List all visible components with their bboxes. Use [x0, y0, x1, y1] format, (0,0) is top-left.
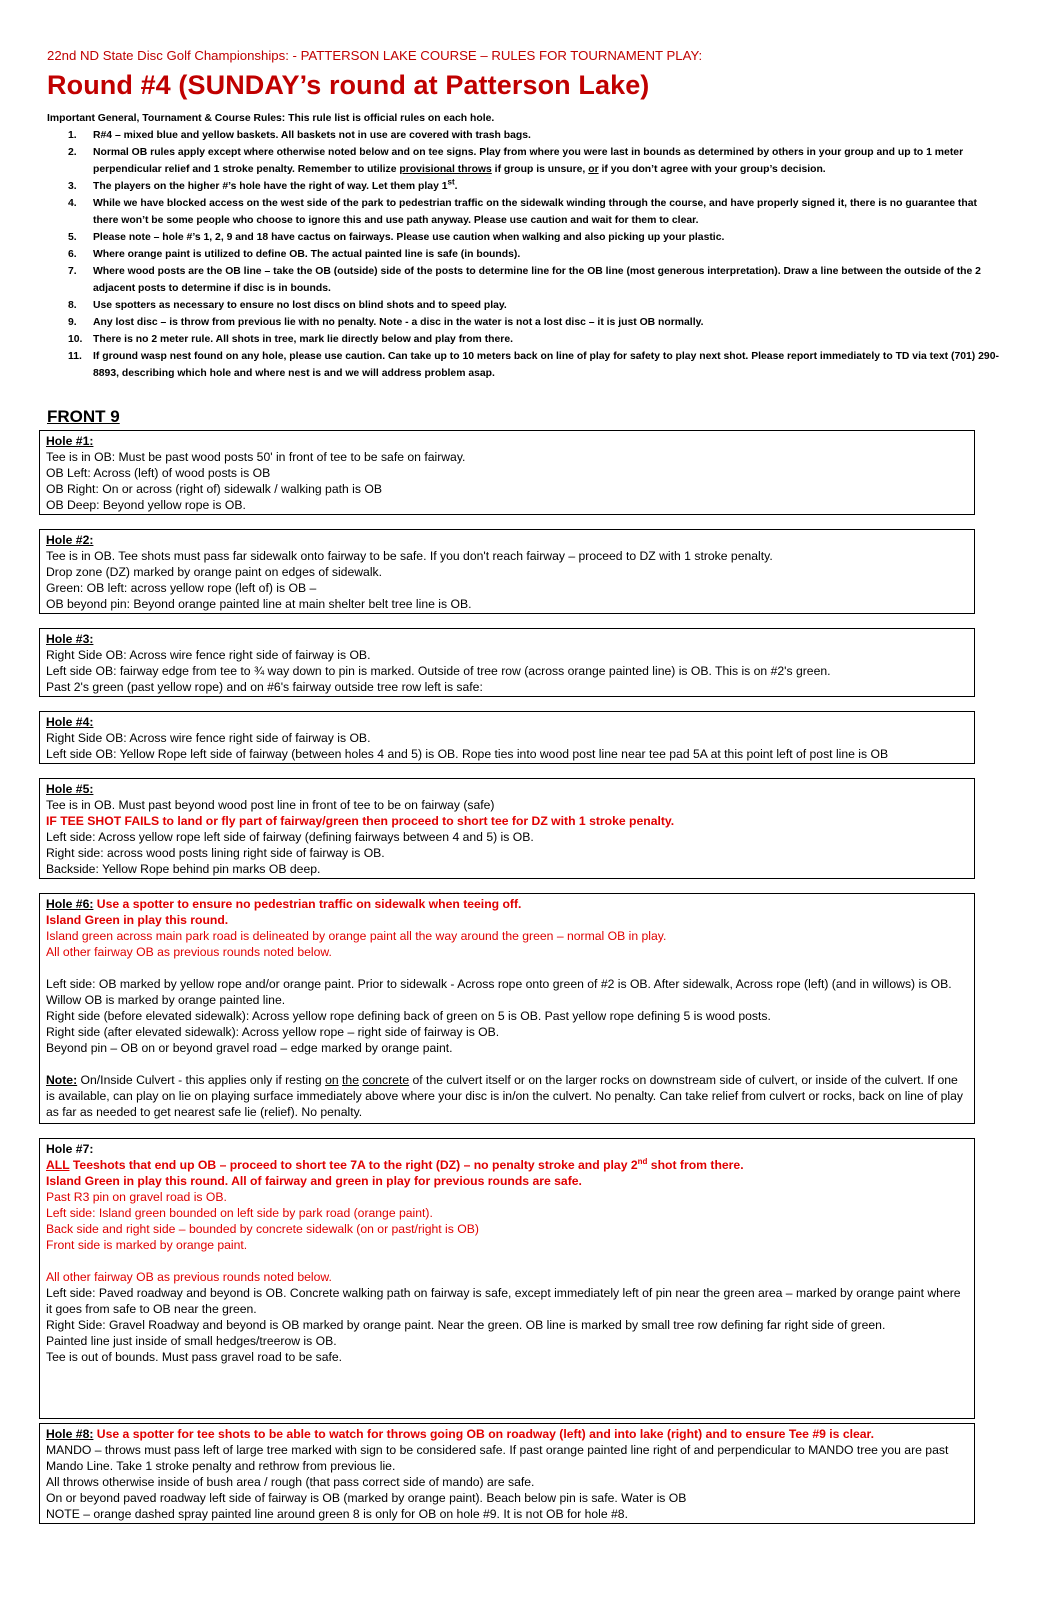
note-text-underlined: concrete: [362, 1073, 410, 1087]
note-text-underlined: the: [342, 1073, 359, 1087]
round-title: Round #4 (SUNDAY’s round at Patterson Lake): [47, 70, 650, 100]
rule-item: [47, 195, 1002, 229]
island-green-notice: Island Green in play this round. All of fairway and green in play for previous rounds are safe.: [46, 1174, 582, 1188]
hole-rule-line: Left side: Paved roadway and beyond is OB. Concrete walking path on fairway is safe, except immediately left of pin near the green area – marked by orange paint where it goes from safe to OB near the green.: [46, 1286, 961, 1316]
rule-item: [47, 178, 1002, 195]
note-text: of the culvert itself or on the larger rocks on downstream side of culvert, or inside of the culvert. If one is available, can play on lie on playing surface immediately above where your disc is in/on the culvert. No penalty. Can take relief from culvert or rocks, back on line of play as far as needed to get nearest safe lie (relief). No penalty.: [46, 1073, 963, 1119]
hole-rule-line: OB Deep: Beyond yellow rope is OB.: [46, 498, 246, 512]
rule-text: The players on the higher #’s hole have the right of way. Let them play 1: [93, 181, 448, 192]
hole-rule-line: Right Side OB: Across wire fence right side of fairway is OB.: [46, 731, 371, 745]
teeshot-text: shot from there.: [647, 1158, 744, 1172]
rule-number: 6.: [68, 249, 77, 260]
hole-warning-line: Past R3 pin on gravel road is OB.: [46, 1190, 227, 1204]
hole-spotter-warning: Use a spotter for tee shots to be able to watch for throws going OB on roadway (left) and into lake (right) and to ensure Tee #9 is clear.: [93, 1427, 874, 1441]
hole-rule-line: Painted line just inside of small hedges/treerow is OB.: [46, 1334, 337, 1348]
rule-item: [47, 263, 1002, 297]
hole-rule-line: Right Side OB: Across wire fence right side of fairway is OB.: [46, 648, 371, 662]
rule-text: If ground wasp nest found on any hole, please use caution. Can take up to 10 meters back on line of play for safety to play next shot. Please report immediately to TD via text (701) 290-8893, describing which hole and where nest is and we will address problem asap.: [93, 351, 999, 379]
hole-rule-line: On or beyond paved roadway left side of fairway is OB (marked by orange paint). Beach below pin is safe. Water is OB: [46, 1491, 687, 1505]
hole-rule-line: All throws otherwise inside of bush area / rough (that pass correct side of mando) are safe.: [46, 1475, 535, 1489]
hole-warning-line: All other fairway OB as previous rounds noted below.: [46, 1270, 332, 1284]
front-nine-heading: FRONT 9: [47, 407, 120, 426]
hole-5-box: [39, 778, 975, 879]
hole-1-box: [39, 430, 975, 515]
general-rules-heading: Important General, Tournament & Course Rules: This rule list is official rules on each hole.: [47, 113, 495, 124]
rule-text: Use spotters as necessary to ensure no lost discs on blind shots and to speed play.: [93, 300, 507, 311]
rule-text: Any lost disc – is throw from previous lie with no penalty. Note - a disc in the water is not a lost disc – it is just OB normally.: [93, 317, 704, 328]
island-green-notice: Island Green in play this round.: [46, 913, 229, 927]
rule-number: 5.: [68, 232, 77, 243]
rule-text: if you don’t agree with your group’s decision.: [598, 164, 826, 175]
hole-rule-line: Green: OB left: across yellow rope (left of) is OB –: [46, 581, 317, 595]
rule-item: [47, 144, 1002, 178]
hole-rule-line: Left side OB: fairway edge from tee to ¾ way down to pin is marked. Outside of tree row (across orange painted line) is OB. This is on #2's green.: [46, 664, 831, 678]
teeshot-superscript: nd: [637, 1156, 648, 1166]
hole-warning-line: All other fairway OB as previous rounds noted below.: [46, 945, 332, 959]
hole-rule-line: Left side: OB marked by yellow rope and/or orange paint. Prior to sidewalk - Across rope onto green of #2 is OB. After sidewalk, Across rope (left) (and in willows) is OB. Willow OB is marked by orange painted line.: [46, 977, 952, 1007]
rule-item: [47, 297, 1002, 314]
rule-item: [47, 314, 1002, 331]
rule-number: 11.: [68, 351, 82, 362]
rule-text: if group is unsure,: [491, 164, 589, 175]
spacer: [46, 1056, 968, 1072]
hole-rule-line: Right side (before elevated sidewalk): Across yellow rope defining back of green on 5 is OB. Past yellow rope defining 5 is wood posts.: [46, 1009, 771, 1023]
hole-title-row: [46, 1426, 968, 1442]
hole-6-box: [39, 893, 975, 1124]
hole-rule-line: Beyond pin – OB on or beyond gravel road – edge marked by orange paint.: [46, 1041, 453, 1055]
rule-text: While we have blocked access on the west side of the park to pedestrian traffic on the sidewalk winding through the course, and have properly signed it, there is no guarantee that there won’t be some people who choose to ignore this and use path anyway. Please use caution and wait for them to clear.: [93, 198, 977, 226]
hole-rule-line: Backside: Yellow Rope behind pin marks OB deep.: [46, 862, 321, 876]
hole-title: Hole #8:: [46, 1427, 94, 1441]
hole-rule-line: Right side: across wood posts lining right side of fairway is OB.: [46, 846, 385, 860]
hole-rule-line: OB beyond pin: Beyond orange painted line at main shelter belt tree line is OB.: [46, 597, 472, 611]
hole-4-box: [39, 711, 975, 764]
hole-warning-line: Front side is marked by orange paint.: [46, 1238, 248, 1252]
rule-item: [47, 127, 1002, 144]
hole-rule-line: Right Side: Gravel Roadway and beyond is OB marked by orange paint. Near the green. OB line is marked by small tree row defining far right side of green.: [46, 1318, 886, 1332]
rule-item: [47, 229, 1002, 246]
general-rules-list: [47, 127, 1002, 382]
rule-text-underlined: or: [588, 164, 599, 175]
rule-text: Please note – hole #’s 1, 2, 9 and 18 have cactus on fairways. Please use caution when walking and also picking up your plastic.: [93, 232, 725, 243]
hole-rule-line: NOTE – orange dashed spray painted line around green 8 is only for OB on hole #9. It is not OB for hole #8.: [46, 1507, 628, 1521]
rule-number: 2.: [68, 147, 77, 158]
hole-note: [46, 1072, 968, 1120]
rule-superscript: st: [447, 177, 455, 187]
spacer: [46, 960, 968, 976]
hole-title: Hole #3:: [46, 632, 94, 646]
hole-warning-line: IF TEE SHOT FAILS to land or fly part of fairway/green then proceed to short tee for DZ with 1 stroke penalty.: [46, 814, 675, 828]
hole-rule-line: OB Right: On or across (right of) sidewalk / walking path is OB: [46, 482, 382, 496]
rule-text: Normal OB rules apply except where otherwise noted below and on tee signs. Play from where you were last in bounds as determined by others in your group and up to 1 meter perpendicular relief and 1 stroke penalty. Remember to utilize: [93, 147, 964, 175]
rule-text: Where wood posts are the OB line – take the OB (outside) side of the posts to determine line for the OB line (most generous interpretation). Draw a line between the outside of the 2 adjacent posts to determine if disc is in bounds.: [93, 266, 981, 294]
hole-2-box: [39, 529, 975, 614]
hole-rule-line: Right side (after elevated sidewalk): Across yellow rope – right side of fairway is OB.: [46, 1025, 500, 1039]
hole-rule-line: Tee is out of bounds. Must pass gravel road to be safe.: [46, 1350, 343, 1364]
rule-item: [47, 331, 1002, 348]
hole-spotter-warning: Use a spotter to ensure no pedestrian traffic on sidewalk when teeing off.: [93, 897, 522, 911]
hole-7-box: [39, 1138, 975, 1419]
rule-number: 3.: [68, 181, 77, 192]
rule-text: R#4 – mixed blue and yellow baskets. All baskets not in use are covered with trash bags.: [93, 130, 531, 141]
hole-title: Hole #6:: [46, 897, 94, 911]
note-text-underlined: on: [325, 1073, 339, 1087]
teeshot-text: Teeshots that end up OB – proceed to short tee 7A to the right (DZ) – no penalty stroke and play 2: [69, 1158, 638, 1172]
hole-title: Hole #7:: [46, 1142, 94, 1156]
hole-rule-line: Drop zone (DZ) marked by orange paint on edges of sidewalk.: [46, 565, 383, 579]
rule-number: 1.: [68, 130, 77, 141]
hole-rule-line: Left side OB: Yellow Rope left side of fairway (between holes 4 and 5) is OB. Rope ties into wood post line near tee pad 5A at this point left of post line is OB: [46, 747, 889, 761]
hole-title: Hole #1:: [46, 434, 94, 448]
all-label: ALL: [46, 1158, 70, 1172]
spacer: [46, 1253, 968, 1269]
rule-text: There is no 2 meter rule. All shots in tree, mark lie directly below and play from there.: [93, 334, 513, 345]
hole-title: Hole #2:: [46, 533, 94, 547]
hole-rule-line: Tee is in OB. Tee shots must pass far sidewalk onto fairway to be safe. If you don't reach fairway – proceed to DZ with 1 stroke penalty.: [46, 549, 773, 563]
note-label: Note:: [46, 1073, 78, 1087]
tournament-title: 22nd ND State Disc Golf Championships: - PATTERSON LAKE COURSE – RULES FOR TOURNAMENT PLAY:: [47, 48, 703, 63]
rule-text-underlined: provisional throws: [399, 164, 492, 175]
rule-number: 7.: [68, 266, 77, 277]
rule-number: 9.: [68, 317, 77, 328]
hole-rule-line: MANDO – throws must pass left of large tree marked with sign to be considered safe. If past orange painted line right of and perpendicular to MANDO tree you are past Mando Line. Take 1 stroke penalty and rethrow from previous lie.: [46, 1443, 949, 1473]
rule-number: 8.: [68, 300, 77, 311]
hole-title: Hole #5:: [46, 782, 94, 796]
rule-text: .: [454, 181, 458, 192]
hole-8-box: [39, 1423, 975, 1524]
hole-rule-line: Left side: Across yellow rope left side of fairway (defining fairways between 4 and 5) is OB.: [46, 830, 534, 844]
hole-warning-line: Left side: Island green bounded on left side by park road (orange paint).: [46, 1206, 433, 1220]
hole-rule-line: OB Left: Across (left) of wood posts is OB: [46, 466, 271, 480]
hole-title: Hole #4:: [46, 715, 94, 729]
hole-rule-line: Tee is in OB: Must be past wood posts 50' in front of tee to be safe on fairway.: [46, 450, 466, 464]
teeshot-rule: [46, 1157, 968, 1173]
hole-warning-line: Back side and right side – bounded by concrete sidewalk (on or past/right is OB): [46, 1222, 479, 1236]
note-text: On/Inside Culvert - this applies only if resting: [77, 1073, 326, 1087]
hole-title-row: [46, 896, 968, 912]
general-rules-section: [47, 110, 1002, 382]
rule-item: [47, 246, 1002, 263]
hole-warning-line: Island green across main park road is delineated by orange paint all the way around the green – normal OB in play.: [46, 929, 667, 943]
hole-rule-line: Tee is in OB. Must past beyond wood post line in front of tee to be on fairway (safe): [46, 798, 495, 812]
rule-number: 4.: [68, 198, 77, 209]
rule-item: [47, 348, 1002, 382]
rule-text: Where orange paint is utilized to define OB. The actual painted line is safe (in bounds).: [93, 249, 521, 260]
hole-3-box: [39, 628, 975, 697]
rule-number: 10.: [68, 334, 83, 345]
hole-rule-line: Past 2's green (past yellow rope) and on #6's fairway outside tree row left is safe:: [46, 680, 483, 694]
